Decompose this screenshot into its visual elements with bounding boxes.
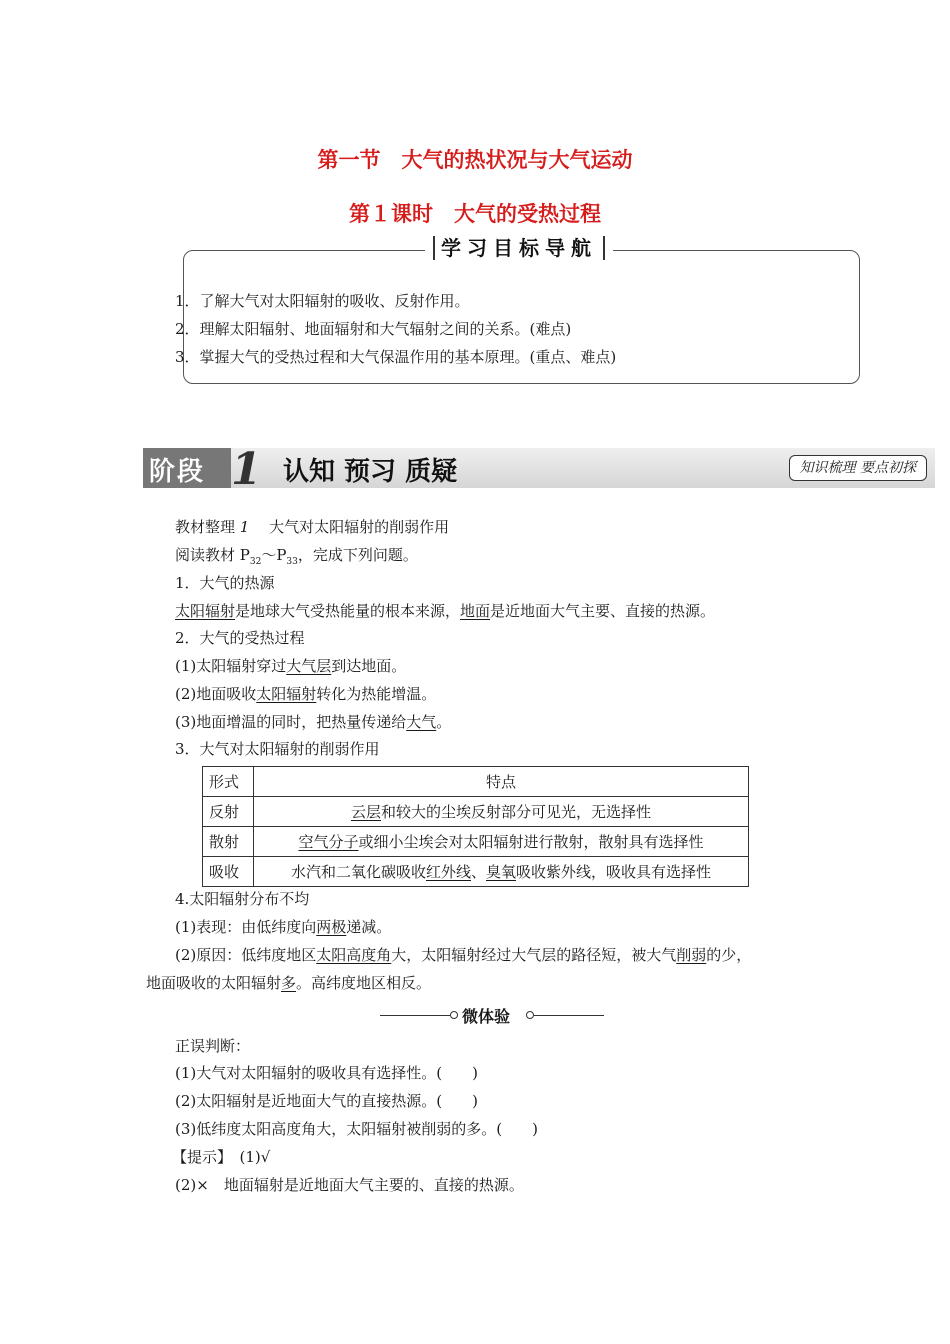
table-row [203,857,749,887]
heading-weakening: 3．大气对太阳辐射的削弱作用 [175,740,380,758]
goal-item: 3．掌握大气的受热过程和大气保温作用的基本原理。(重点、难点) [175,348,617,366]
table-row [203,827,749,857]
micro-experience-title: 微体验 [462,1007,511,1026]
material-heading [175,517,449,537]
micro-experience-divider [380,1004,604,1026]
stage-banner [143,444,935,495]
table-cell: 云层和较大的尘埃反射部分可见光，无选择性 [254,797,749,827]
table-cell: 水汽和二氧化碳吸收红外线、臭氧吸收紫外线，吸收具有选择性 [254,857,749,887]
reading-instruction: 阅读教材 $P_{32}\sim P_{33}$，完成下列问题。 [175,546,418,567]
table-header-cell: 特点 [254,767,749,797]
question: (1)大气对太阳辐射的吸收具有选择性。( ) [175,1064,478,1082]
section-title: 第一节 大气的热状况与大气运动 [317,148,633,172]
question: (2)太阳辐射是近地面大气的直接热源。( ) [175,1092,478,1110]
distribution-item-continued: 地面吸收的太阳辐射多。高纬度地区相反。 [146,974,432,992]
table-cell: 空气分子或细小尘埃会对太阳辐射进行散射，散射具有选择性 [254,827,749,857]
heading-heat-source: 1．大气的热源 [175,574,275,592]
judge-heading: 正误判断： [175,1037,251,1055]
hint-line: 【提示】 (1)√ [172,1148,271,1166]
material-title: 大气对太阳辐射的削弱作用 [269,518,450,536]
stage-tag: 知识梳理 要点初探 [789,455,927,481]
process-step: (3)地面增温的同时，把热量传递给大气。 [175,713,452,731]
paragraph-heat-source: 太阳辐射是地球大气受热能量的根本来源，地面是近地面大气主要、直接的热源。 [175,602,716,620]
table-header-cell: 形式 [203,767,254,797]
goal-item: 2．理解太阳辐射、地面辐射和大气辐射之间的关系。(难点) [175,320,572,338]
question: (3)低纬度太阳高度角大，太阳辐射被削弱的多。( ) [175,1120,538,1138]
table-cell: 反射 [203,797,254,827]
material-number: 1 [239,518,250,536]
heading-distribution: 4.太阳辐射分布不均 [175,890,310,908]
goals-heading-wrap [425,232,613,261]
process-step: (1)太阳辐射穿过大气层到达地面。 [175,657,407,675]
stage-number: 1 [231,444,262,495]
hint-line: (2)× 地面辐射是近地面大气主要的、直接的热源。 [175,1176,524,1194]
hint-label: 【提示】 [172,1148,225,1166]
process-step: (2)地面吸收太阳辐射转化为热能增温。 [175,685,437,703]
table-cell: 吸收 [203,857,254,887]
heading-heating-process: 2．大气的受热过程 [175,629,305,647]
lesson-title: 第１课时 大气的受热过程 [349,202,601,226]
stage-label: 阶段 [149,457,206,487]
stage-title: 认知 预习 质疑 [283,457,458,487]
goal-item: 1．了解大气对太阳辐射的吸收、反射作用。 [175,292,470,310]
goals-heading: 学习目标导航 [433,236,605,260]
table-cell: 散射 [203,827,254,857]
weakening-table [202,766,749,887]
distribution-item: (2)原因：低纬度地区太阳高度角大，太阳辐射经过大气层的路径短，被大气削弱的少， [175,946,752,964]
table-row [203,797,749,827]
distribution-item: (1)表现：由低纬度向两极递减。 [175,918,392,936]
material-prefix: 教材整理 [175,518,236,536]
table-row [203,767,749,797]
